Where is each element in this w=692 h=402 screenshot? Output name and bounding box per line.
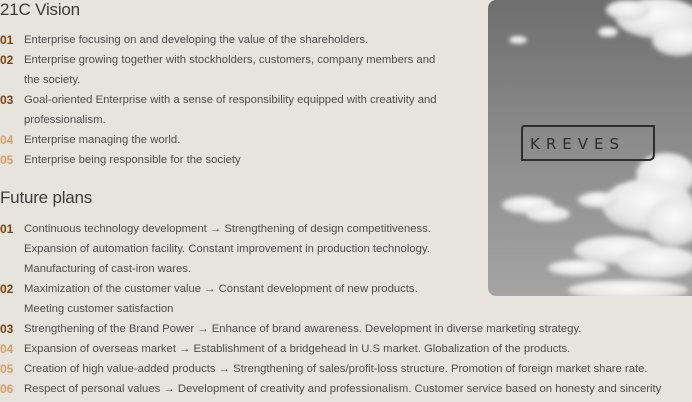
item-text: Expansion of overseas market → Establishment of a bridgehead in U.S market. Globalization of the products. <box>24 343 571 355</box>
sky-clouds-photo <box>488 0 692 296</box>
item-number: 05 <box>0 362 14 376</box>
item-number: 01 <box>0 222 14 236</box>
item-text: Goal-oriented Enterprise with a sense of responsibility equipped with creativity and <box>24 94 437 106</box>
list-item <box>0 50 437 90</box>
list-item <box>0 30 437 50</box>
logo-text: KREVES <box>530 135 625 153</box>
vision-heading: 21C Vision <box>0 0 80 19</box>
item-number: 01 <box>0 33 14 47</box>
item-text: Manufacturing of cast-iron wares. <box>24 263 192 275</box>
list-item <box>0 379 661 399</box>
item-text: Expansion of automation facility. Constant improvement in production technology. <box>24 243 430 255</box>
vision-list <box>0 30 437 170</box>
list-item <box>0 90 437 130</box>
item-text: Respect of personal values → Development of creativity and professionalism. Customer service based on honesty and sincerity <box>24 383 662 395</box>
item-number: 04 <box>0 342 14 356</box>
item-number: 02 <box>0 282 14 296</box>
item-text: the society. <box>24 74 81 86</box>
item-text: Enterprise growing together with stockholders, customers, company members and <box>24 54 436 66</box>
item-number: 03 <box>0 93 14 107</box>
item-text: Enterprise being responsible for the society <box>24 154 241 166</box>
item-text: Enterprise focusing on and developing the value of the shareholders. <box>24 34 369 46</box>
item-number: 02 <box>0 53 14 67</box>
item-text: Enterprise managing the world. <box>24 134 181 146</box>
item-number: 03 <box>0 322 14 336</box>
item-text: Strengthening of the Brand Power → Enhance of brand awareness. Development in diverse marketing strategy. <box>24 323 582 335</box>
item-text: Meeting customer satisfaction <box>24 303 174 315</box>
item-number: 05 <box>0 153 14 167</box>
list-item <box>0 339 661 359</box>
item-number: 06 <box>0 382 14 396</box>
item-text: Continuous technology development → Strengthening of design competitiveness. <box>24 223 431 235</box>
list-item <box>0 130 437 150</box>
item-text: Creation of high value-added products → Strengthening of sales/profit-loss structure. Promotion of foreign market share rate. <box>24 363 648 375</box>
list-item <box>0 359 661 379</box>
item-number: 04 <box>0 133 14 147</box>
item-text: Maximization of the customer value → Constant development of new products. <box>24 283 418 295</box>
future-plans-heading: Future plans <box>0 188 93 207</box>
list-item <box>0 150 437 170</box>
list-item <box>0 319 661 339</box>
item-text: professionalism. <box>24 114 106 126</box>
